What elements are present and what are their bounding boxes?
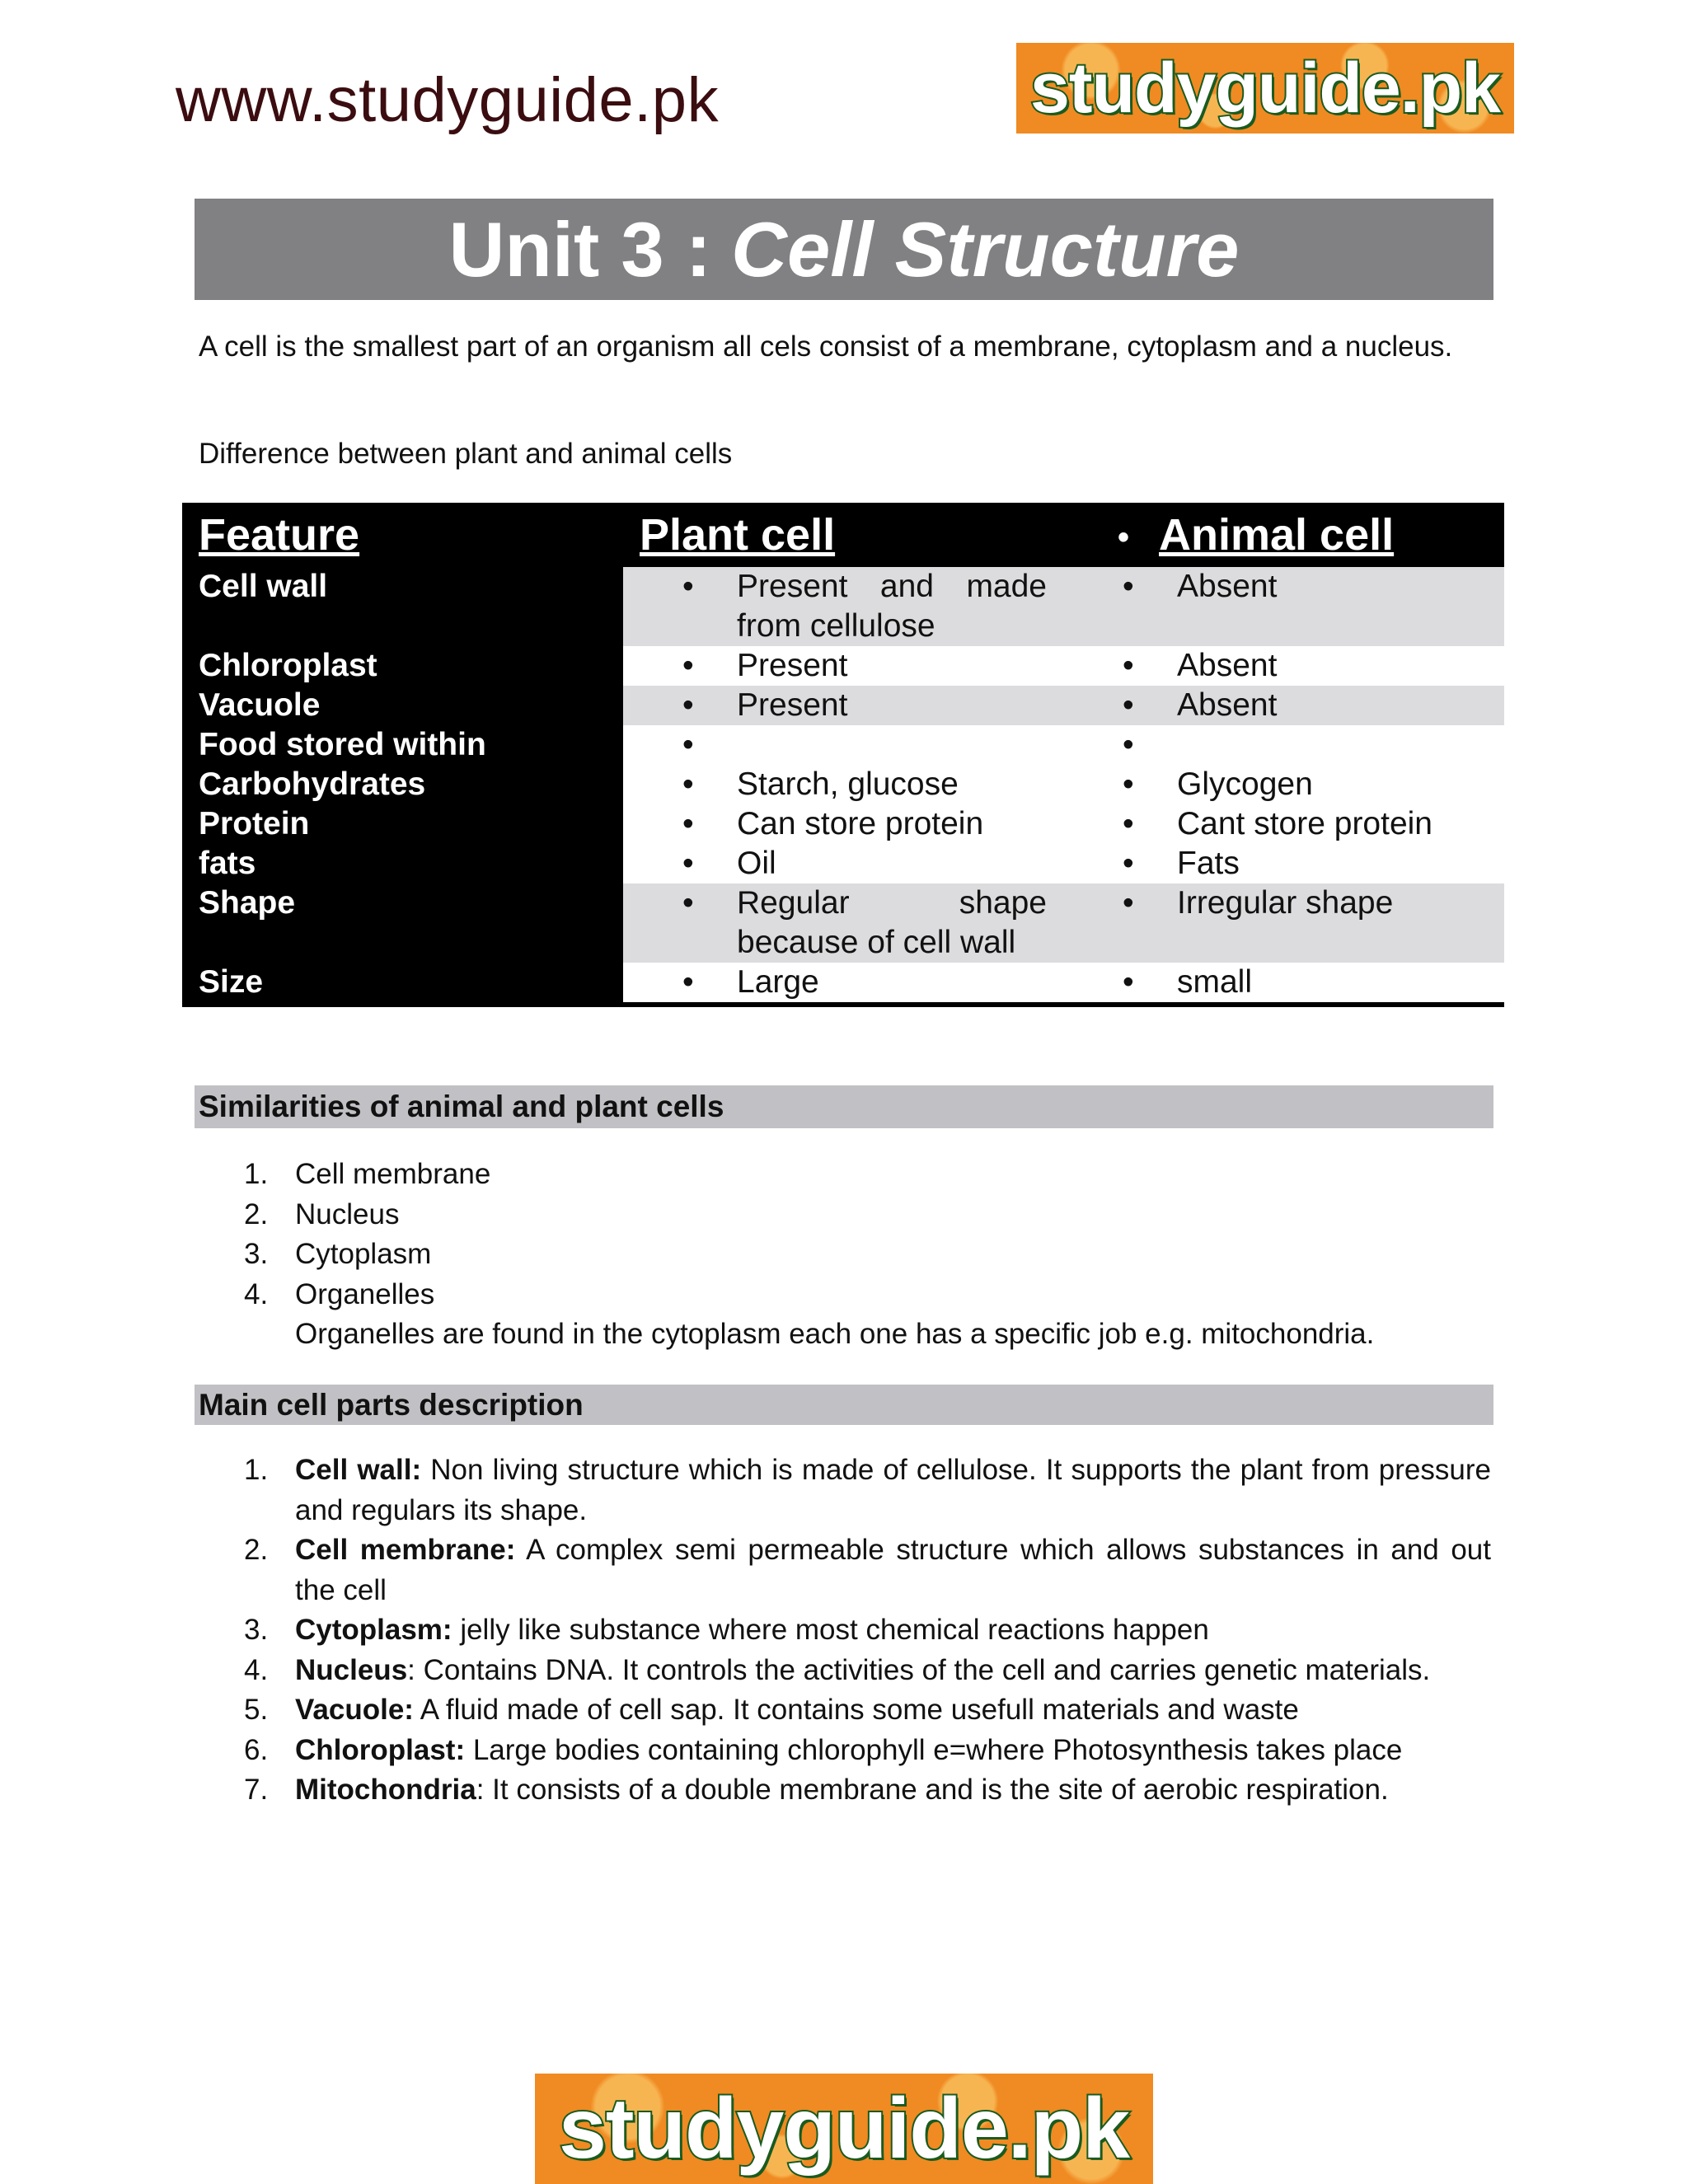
table-row bbox=[182, 646, 1504, 686]
similarities-heading: Similarities of animal and plant cells bbox=[195, 1085, 1493, 1128]
parts-list bbox=[199, 1451, 1491, 1811]
plant-cell: • Large bbox=[623, 963, 1063, 1005]
list-item: 7. Mitochondria: It consists of a double membrane and is the site of aerobic respiration. bbox=[244, 1774, 1389, 1806]
table-row bbox=[182, 725, 1504, 883]
feature-cell: Cell wall bbox=[182, 567, 623, 646]
title-sub: Cell Structure bbox=[731, 205, 1240, 293]
list-item: 3. Cytoplasm bbox=[244, 1238, 432, 1270]
plant-cell: • Regular shape because of cell wall bbox=[623, 883, 1063, 963]
table-header-row bbox=[182, 503, 1504, 567]
animal-cell: • Irregular shape bbox=[1063, 883, 1504, 963]
table-row bbox=[182, 883, 1504, 963]
list-item: 4. Nucleus: Contains DNA. It controls the activities of the cell and carries genetic materials. bbox=[244, 1653, 1431, 1686]
list-item: 3. Cytoplasm: jelly like substance where most chemical reactions happen bbox=[244, 1614, 1209, 1646]
organelles-note: Organelles are found in the cytoplasm each one has a specific job e.g. mitochondria. bbox=[295, 1318, 1375, 1350]
parts-heading: Main cell parts description bbox=[195, 1385, 1493, 1425]
feature-cell: Shape bbox=[182, 883, 623, 963]
site-url[interactable]: www.studyguide.pk bbox=[176, 65, 720, 135]
comparison-table bbox=[182, 503, 1504, 1007]
list-item: 5. Vacuole: A fluid made of cell sap. It contains some usefull materials and waste bbox=[244, 1694, 1299, 1726]
list-item: 1. Cell wall: Non living structure which is made of cellulose. It supports the plant from pressure and regulars its shape. bbox=[244, 1454, 1491, 1526]
table-row bbox=[182, 963, 1504, 1005]
animal-cell: • Absent bbox=[1063, 567, 1504, 646]
list-item: 4. Organelles Organelles are found in the cytoplasm each one has a specific job e.g. mitochondria. bbox=[199, 1275, 1491, 1355]
plant-cell: • Present bbox=[623, 646, 1063, 686]
feature-cell: Chloroplast bbox=[182, 646, 623, 686]
intro-text: A cell is the smallest part of an organism all cels consist of a membrane, cytoplasm and a nucleus. bbox=[199, 330, 1453, 363]
title-main: Unit 3 : bbox=[448, 205, 712, 293]
header-plant: Plant cell bbox=[623, 503, 1063, 567]
table-row bbox=[182, 686, 1504, 725]
animal-cell: • • Glycogen • Cant store protein • Fats bbox=[1063, 725, 1504, 883]
list-item: 2. Cell membrane: A complex semi permeable structure which allows substances in and out the cell bbox=[244, 1534, 1491, 1606]
studyguide-logo-bottom: studyguide.pk bbox=[535, 2074, 1153, 2184]
animal-cell: • small bbox=[1063, 963, 1504, 1005]
table-row bbox=[182, 567, 1504, 646]
page-title bbox=[195, 199, 1493, 300]
plant-cell: • Present bbox=[623, 686, 1063, 725]
studyguide-logo-top: studyguide.pk bbox=[1016, 43, 1514, 134]
feature-cell: Food stored within Carbohydrates Protein fats bbox=[182, 725, 623, 883]
plant-cell: • • Starch, glucose • Can store protein • Oil bbox=[623, 725, 1063, 883]
animal-cell: • Absent bbox=[1063, 686, 1504, 725]
list-item: 1. Cell membrane bbox=[244, 1158, 491, 1190]
feature-cell: Vacuole bbox=[182, 686, 623, 725]
header-feature: Feature bbox=[182, 503, 623, 567]
list-item: 2. Nucleus bbox=[244, 1197, 400, 1230]
similarities-list bbox=[199, 1155, 1491, 1355]
feature-cell: Size bbox=[182, 963, 623, 1005]
animal-cell: • Absent bbox=[1063, 646, 1504, 686]
list-item: 6. Chloroplast: Large bodies containing chlorophyll e=where Photosynthesis takes place bbox=[244, 1733, 1403, 1766]
plant-cell: • Present and made from cellulose bbox=[623, 567, 1063, 646]
table-caption: Difference between plant and animal cells bbox=[199, 438, 733, 470]
header-animal: • Animal cell bbox=[1063, 503, 1504, 567]
